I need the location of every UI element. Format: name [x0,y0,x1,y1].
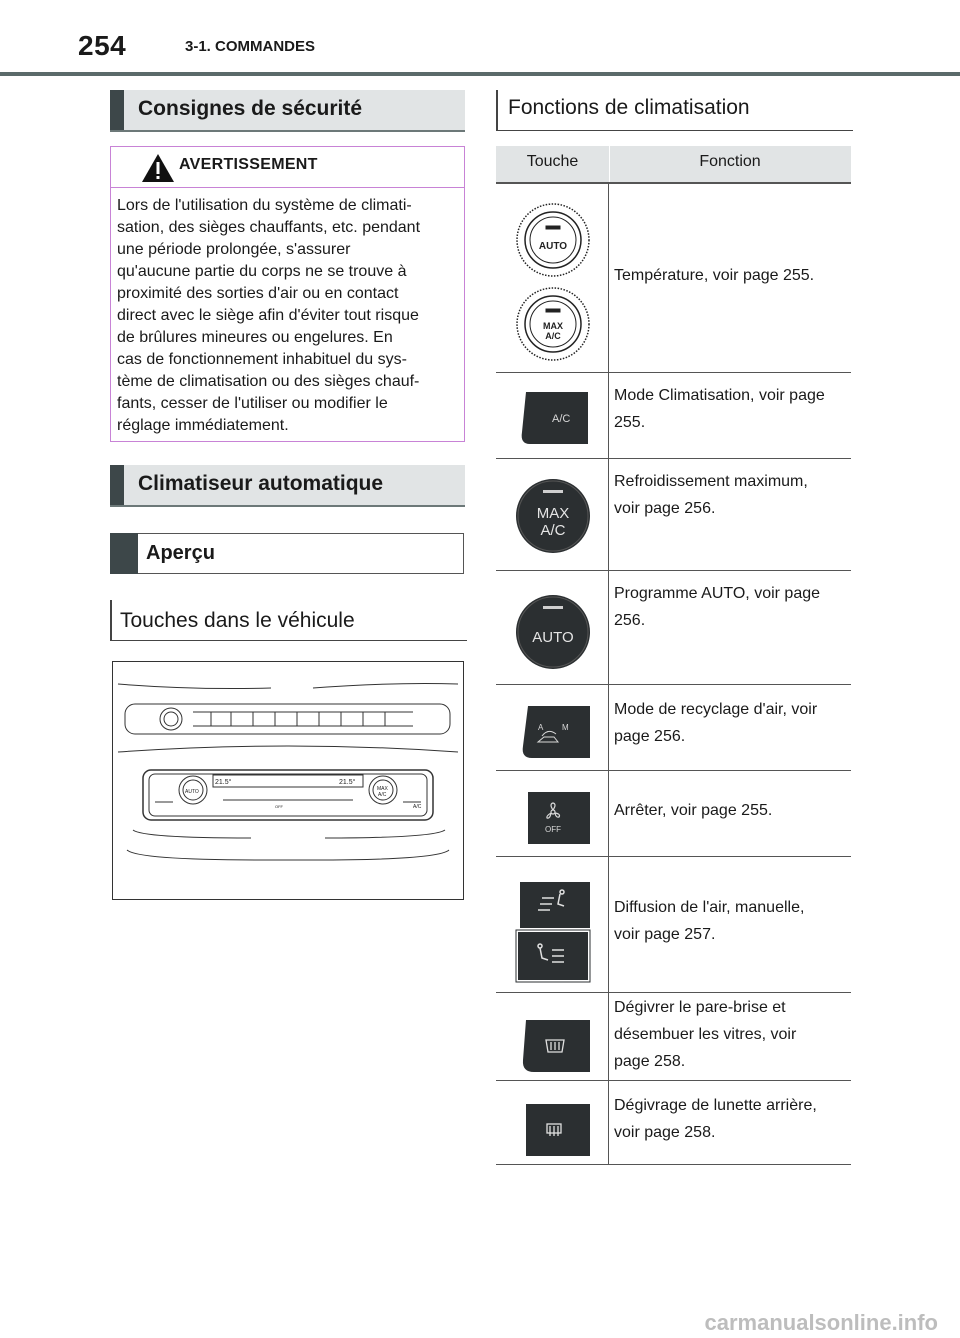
function-text [614,894,846,948]
warning-text [117,195,457,437]
table-row [496,684,851,771]
table-row [496,992,851,1081]
function-text [614,994,846,1075]
function-text [614,382,846,436]
page-number: 254 [78,30,127,61]
header-touche: Touche [496,146,610,182]
windshield-defrost-button-icon [496,992,609,1080]
warning-line: proximité des sorties d'air ou en contact [117,285,399,302]
function-line: désembuer les vitres, voir [614,1026,797,1043]
table-row [496,372,851,459]
function-line: Arrêter, voir page 255. [614,802,773,819]
heading-consignes-securite [110,90,465,132]
heading-touches-vehicule [110,600,467,641]
table-row [496,458,851,571]
function-line: Refroidissement maximum, [614,473,808,490]
off-label: OFF [545,825,561,834]
table-row [496,770,851,857]
warning-title: AVERTISSEMENT [179,156,318,173]
warning-line: fants, cesser de l'utiliser ou modifier le [117,395,388,412]
function-line: voir page 256. [614,500,716,517]
function-line: voir page 258. [614,1124,716,1141]
function-text [614,468,846,522]
function-line: Dégivrage de lunette arrière, [614,1097,817,1114]
heading-apercu [110,533,464,574]
function-line: Température, voir page 255. [614,267,815,284]
auto-label: AUTO [532,629,574,646]
table-row [496,856,851,993]
table-row [496,570,851,685]
function-line: Mode de recyclage d'air, voir [614,701,818,718]
warning-line: Lors de l'utilisation du système de climati- [117,197,412,214]
warning-triangle-icon [141,153,175,183]
watermark: carmanualsonline.info [704,1310,938,1335]
function-text [614,262,846,289]
header-fonction: Fonction [699,153,761,170]
warning-line: direct avec le siège afin d'éviter tout risque [117,307,419,324]
panel-off: OFF [275,804,283,809]
dashboard-illustration [112,661,464,900]
function-line: Programme AUTO, voir page [614,585,821,602]
warning-line: tème de climatisation ou des sièges chauf- [117,373,420,390]
function-text [614,797,846,824]
heading-tab [110,90,124,130]
panel-ac-btn: A/C [413,804,422,810]
climate-panel-drawing [113,662,463,899]
section-title: 3-1. COMMANDES [185,38,316,55]
temperature-knobs-icon [496,184,609,372]
warning-header [111,147,464,188]
knob-ac-label: A/C [545,331,561,341]
warning-line: qu'aucune partie du corps ne se trouve à [117,263,407,280]
recirc-m-label: M [562,723,569,732]
ac-button-label: A/C [552,413,571,425]
recirc-a-label: A [538,723,544,732]
panel-auto: AUTO [185,789,199,795]
table-row [496,1080,851,1165]
function-line: 256. [614,612,646,629]
function-line: page 258. [614,1053,686,1070]
air-distribution-buttons-icon [496,856,609,992]
max-ac-knob-icon [496,458,609,570]
ac-label: A/C [540,522,566,539]
panel-temp-right: 21.5° [339,779,356,786]
heading-text: Aperçu [146,542,215,564]
fan-off-button-icon [496,770,609,856]
warning-line: réglage immédiatement. [117,417,289,434]
function-text [614,696,846,750]
heading-text: Fonctions de climatisation [508,96,750,119]
function-line: Mode Climatisation, voir page [614,387,825,404]
function-line: Dégivrer le pare-brise et [614,999,786,1016]
header-rule [0,72,960,76]
warning-line: une période prolongée, s'assurer [117,241,351,258]
function-line: 255. [614,414,646,431]
warning-line: de brûlures mineures ou engelures. En [117,329,393,346]
heading-tab [110,533,138,574]
function-line: voir page 257. [614,926,716,943]
heading-text: Climatiseur automatique [138,472,384,495]
heading-text: Consignes de sécurité [138,97,363,120]
warning-box [110,146,465,442]
table-row [496,184,851,373]
function-line: Diffusion de l'air, manuelle, [614,899,805,916]
panel-ac: A/C [378,792,387,798]
function-text [614,1092,846,1146]
recirculation-button-icon [496,684,609,770]
panel-max: MAX [377,786,388,792]
rear-window-defrost-button-icon [496,1080,609,1164]
panel-temp-left: 21.5° [215,779,232,786]
knob-max-label: MAX [543,321,563,331]
auto-knob-icon [496,570,609,684]
warning-line: cas de fonctionnement inhabituel du sys- [117,351,407,368]
heading-text: Touches dans le véhicule [120,609,355,632]
table-header [496,146,851,184]
function-line: page 256. [614,728,686,745]
heading-climatiseur-automatique [110,465,465,507]
function-text [614,580,846,634]
heading-fonctions-climatisation [496,90,853,131]
warning-line: sation, des sièges chauffants, etc. pendant [117,219,421,236]
knob-auto-label: AUTO [538,241,568,252]
max-label: MAX [536,505,570,522]
heading-tab [110,465,124,505]
ac-button-icon [496,372,609,458]
